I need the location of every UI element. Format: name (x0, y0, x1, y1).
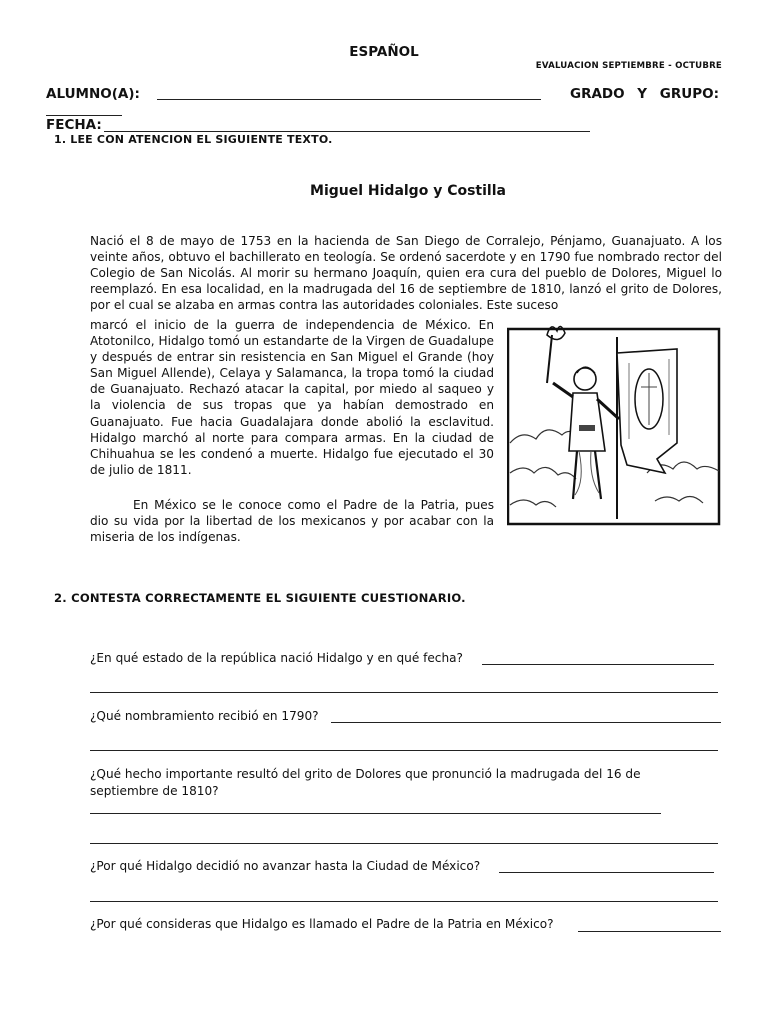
question-5: ¿Por qué consideras que Hidalgo es llamado el Padre de la Patria en México? (90, 917, 554, 931)
grade-group-label: GRADO Y GRUPO: (570, 86, 719, 102)
date-label: FECHA: (46, 117, 102, 133)
question-1: ¿En qué estado de la república nació Hidalgo y en qué fecha? (90, 651, 463, 665)
question-2: ¿Qué nombramiento recibió en 1790? (90, 709, 319, 723)
date-field[interactable] (104, 116, 590, 132)
question-3: ¿Qué hecho importante resultó del grito de Dolores que pronunció la madrugada del 16 de septiembre de 1810? (90, 767, 641, 798)
answer-1-inline[interactable] (482, 664, 714, 665)
instruction-read: 1. LEE CON ATENCION EL SIGUIENTE TEXTO. (54, 133, 333, 146)
story-title: Miguel Hidalgo y Costilla (310, 183, 506, 199)
story-paragraph-1-continued: marcó el inicio de la guerra de independencia de México. En Atotonilco, Hidalgo tomó un estandarte de la Virgen de Guadalupe y después de entrar sin resistencia en San Miguel el Grande (hoy San Miguel Allende), Celaya y Salamanca, la tropa tomó la ciudad de Guanajuato. Rechazó atacar la capital, por miedo al saqueo y la violencia de sus tropas que ya habían demostrado en Guanajuato. Fue hacia Guadalajara donde abolió la esclavitud. Hidalgo marchó al norte para compara armas. En la ciudad de Chihuahua se les condenó a muerte. Hidalgo fue ejecutado el 30 de julio de 1811. (90, 318, 494, 477)
evaluation-period: EVALUACION SEPTIEMBRE - OCTUBRE (535, 61, 722, 71)
answer-1-line[interactable] (90, 692, 718, 693)
answer-4-line[interactable] (90, 901, 718, 902)
hidalgo-illustration (507, 323, 722, 527)
answer-3-line-1[interactable] (90, 813, 661, 814)
answer-2-line[interactable] (90, 750, 718, 751)
page-title: ESPAÑOL (349, 44, 419, 60)
answer-2-inline[interactable] (331, 722, 721, 723)
instruction-answer: 2. CONTESTA CORRECTAMENTE EL SIGUIENTE CUESTIONARIO. (54, 591, 466, 605)
question-4: ¿Por qué Hidalgo decidió no avanzar hasta la Ciudad de México? (90, 859, 481, 873)
answer-3-line-2[interactable] (90, 843, 718, 844)
answer-4-inline[interactable] (499, 872, 714, 873)
story-paragraph-2: En México se le conoce como el Padre de la Patria, pues dio su vida por la libertad de los mexicanos y por acabar con la miseria de los indígenas. (90, 498, 494, 545)
student-label: ALUMNO(A): (46, 86, 140, 102)
student-name-field[interactable] (157, 84, 541, 100)
grade-group-field[interactable] (46, 100, 122, 116)
answer-5-inline[interactable] (578, 931, 721, 932)
story-paragraph-1: Nació el 8 de mayo de 1753 en la hacienda de San Diego de Corralejo, Pénjamo, Guanajuato. A los veinte años, obtuvo el bachillerato en teología. Se ordenó sacerdote y en 1790 fue nombrado rector del Colegio de San Nicolás. Al morir su hermano Joaquín, quien era cura del pueblo de Dolores, Miguel lo reemplazó. En esa localidad, en la madrugada del 16 de septiembre de 1810, lanzó el grito de Dolores, por el cual se alzaba en armas contra las autoridades coloniales. Este suceso (90, 234, 722, 313)
